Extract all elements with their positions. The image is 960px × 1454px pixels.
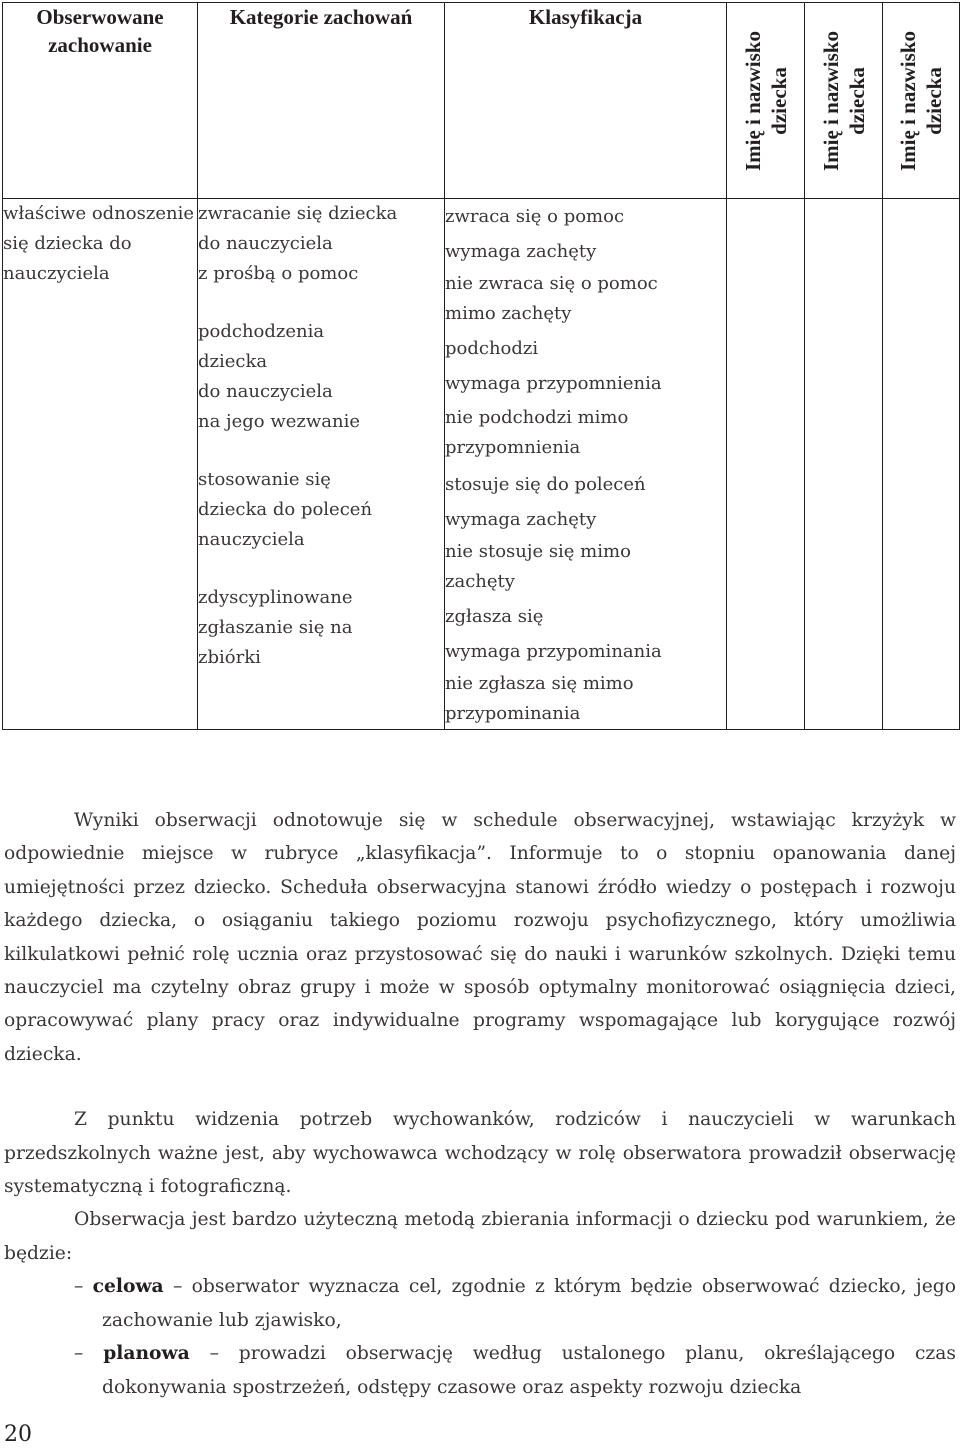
body-text — [4, 804, 956, 1404]
category-line: stosowanie się — [198, 469, 331, 490]
classification-item: nie zwraca się o pomoc mimo zachęty — [445, 273, 658, 324]
category-line: nauczyciela — [198, 529, 305, 550]
header-observed: Obserwowane zachowanie — [3, 3, 198, 199]
classification-item: podchodzi — [445, 338, 539, 359]
classification-item: stosuje się do poleceń — [445, 474, 646, 495]
category-group — [198, 583, 444, 673]
list-description: – prowadzi obserwację według ustalonego planu, określającego czas dokonywania spostrzeżeń, odstępy czasowe oraz aspekty rozwoju dziecka — [102, 1343, 957, 1398]
list-item-celowa — [4, 1270, 956, 1337]
list-dash: – — [74, 1343, 84, 1365]
category-line: na jego wezwanie — [198, 411, 361, 432]
category-line: dziecka do poleceń — [198, 499, 373, 520]
list-term: celowa — [92, 1275, 164, 1298]
categories-cell — [198, 199, 445, 730]
header-child-1-label: Imię i nazwisko dziecka — [740, 30, 791, 171]
paragraph-results: Wyniki obserwacji odnotowuje się w schedule obserwacyjnej, wstawiając krzyżyk w odpowiednie miejsce w rubryce „klasyfikacja”. Informuje to o stopniu opanowania danej umiejętności przez dziecko. Scheduła obserwacyjna stanowi źródło wiedzy o postępach i rozwoju każdego dziecka, o osiąganiu takiego poziomu rozwoju psychofizycznego, który umożliwia kilkulatkowi pełnić rolę ucznia oraz przystosować się do nauki i warunków szkolnych. Dzięki temu nauczyciel ma czytelny obraz grupy i może w sposób optymalny monitorować osiągnięcia dzieci, opracowywać plany pracy oraz indywidualne programy wspomagające lub korygujące rozwój dziecka. — [4, 810, 956, 1065]
category-line: podchodzenia — [198, 321, 325, 342]
list-dash: – — [74, 1276, 84, 1298]
paragraph-viewpoint: Z punktu widzenia potrzeb wychowanków, rodziców i nauczycieli w warunkach przedszkolnych ważne jest, aby wychowawca wchodzący w rolę obserwatora prowadził obserwację systematyczną i fotograficzną. — [4, 1109, 956, 1198]
list-term: planowa — [103, 1342, 190, 1365]
table-body-row — [3, 199, 960, 730]
header-child-1 — [727, 3, 805, 199]
category-group — [198, 199, 444, 289]
behavior-cell: właściwe odnoszenie się dziecka do nauczyciela — [3, 199, 198, 730]
category-line: zgłaszanie się na — [198, 617, 353, 638]
child-1-column[interactable] — [727, 199, 805, 730]
classification-item: nie stosuje się mimo zachęty — [445, 541, 631, 592]
paragraph-conditions: Obserwacja jest bardzo użyteczną metodą zbierania informacji o dziecku pod warunkiem, że będzie: — [4, 1209, 956, 1264]
classification-item: nie zgłasza się mimo przypominania — [445, 673, 634, 724]
header-categories: Kategorie zachowań — [198, 3, 445, 199]
header-child-3-label: Imię i nazwisko dziecka — [896, 30, 946, 171]
observation-table — [2, 2, 960, 730]
classification-item: wymaga zachęty — [445, 241, 597, 262]
category-group — [198, 317, 444, 437]
category-line: do nauczyciela — [198, 381, 333, 402]
child-2-column[interactable] — [805, 199, 883, 730]
category-line: zbiórki — [198, 647, 261, 668]
classification-item: wymaga przypomnienia — [445, 373, 662, 394]
child-3-column[interactable] — [883, 199, 960, 730]
classification-cell — [445, 199, 727, 730]
category-line: zdyscyplinowane — [198, 587, 353, 608]
classification-item: wymaga przypominania — [445, 641, 662, 662]
header-classification: Klasyfikacja — [445, 3, 727, 199]
table-header-row — [3, 3, 960, 199]
classification-item: zwraca się o pomoc — [445, 206, 625, 227]
category-line: z prośbą o pomoc — [198, 263, 359, 284]
classification-item: wymaga zachęty — [445, 509, 597, 530]
header-child-3 — [883, 3, 960, 199]
classification-item: nie podchodzi mimo przypomnienia — [445, 407, 629, 458]
list-item-planowa — [4, 1337, 956, 1404]
list-description: – obserwator wyznacza cel, zgodnie z którym będzie obserwować dziecko, jego zachowanie lub zjawisko, — [102, 1276, 956, 1331]
header-child-2-label: Imię i nazwisko dziecka — [818, 30, 869, 171]
category-line: dziecka — [198, 351, 268, 372]
page-number: 20 — [4, 1422, 32, 1447]
category-line: do nauczyciela — [198, 233, 333, 254]
header-child-2 — [805, 3, 883, 199]
category-line: zwracanie się dziecka — [198, 203, 398, 224]
category-group — [198, 465, 444, 555]
classification-item: zgłasza się — [445, 606, 544, 627]
